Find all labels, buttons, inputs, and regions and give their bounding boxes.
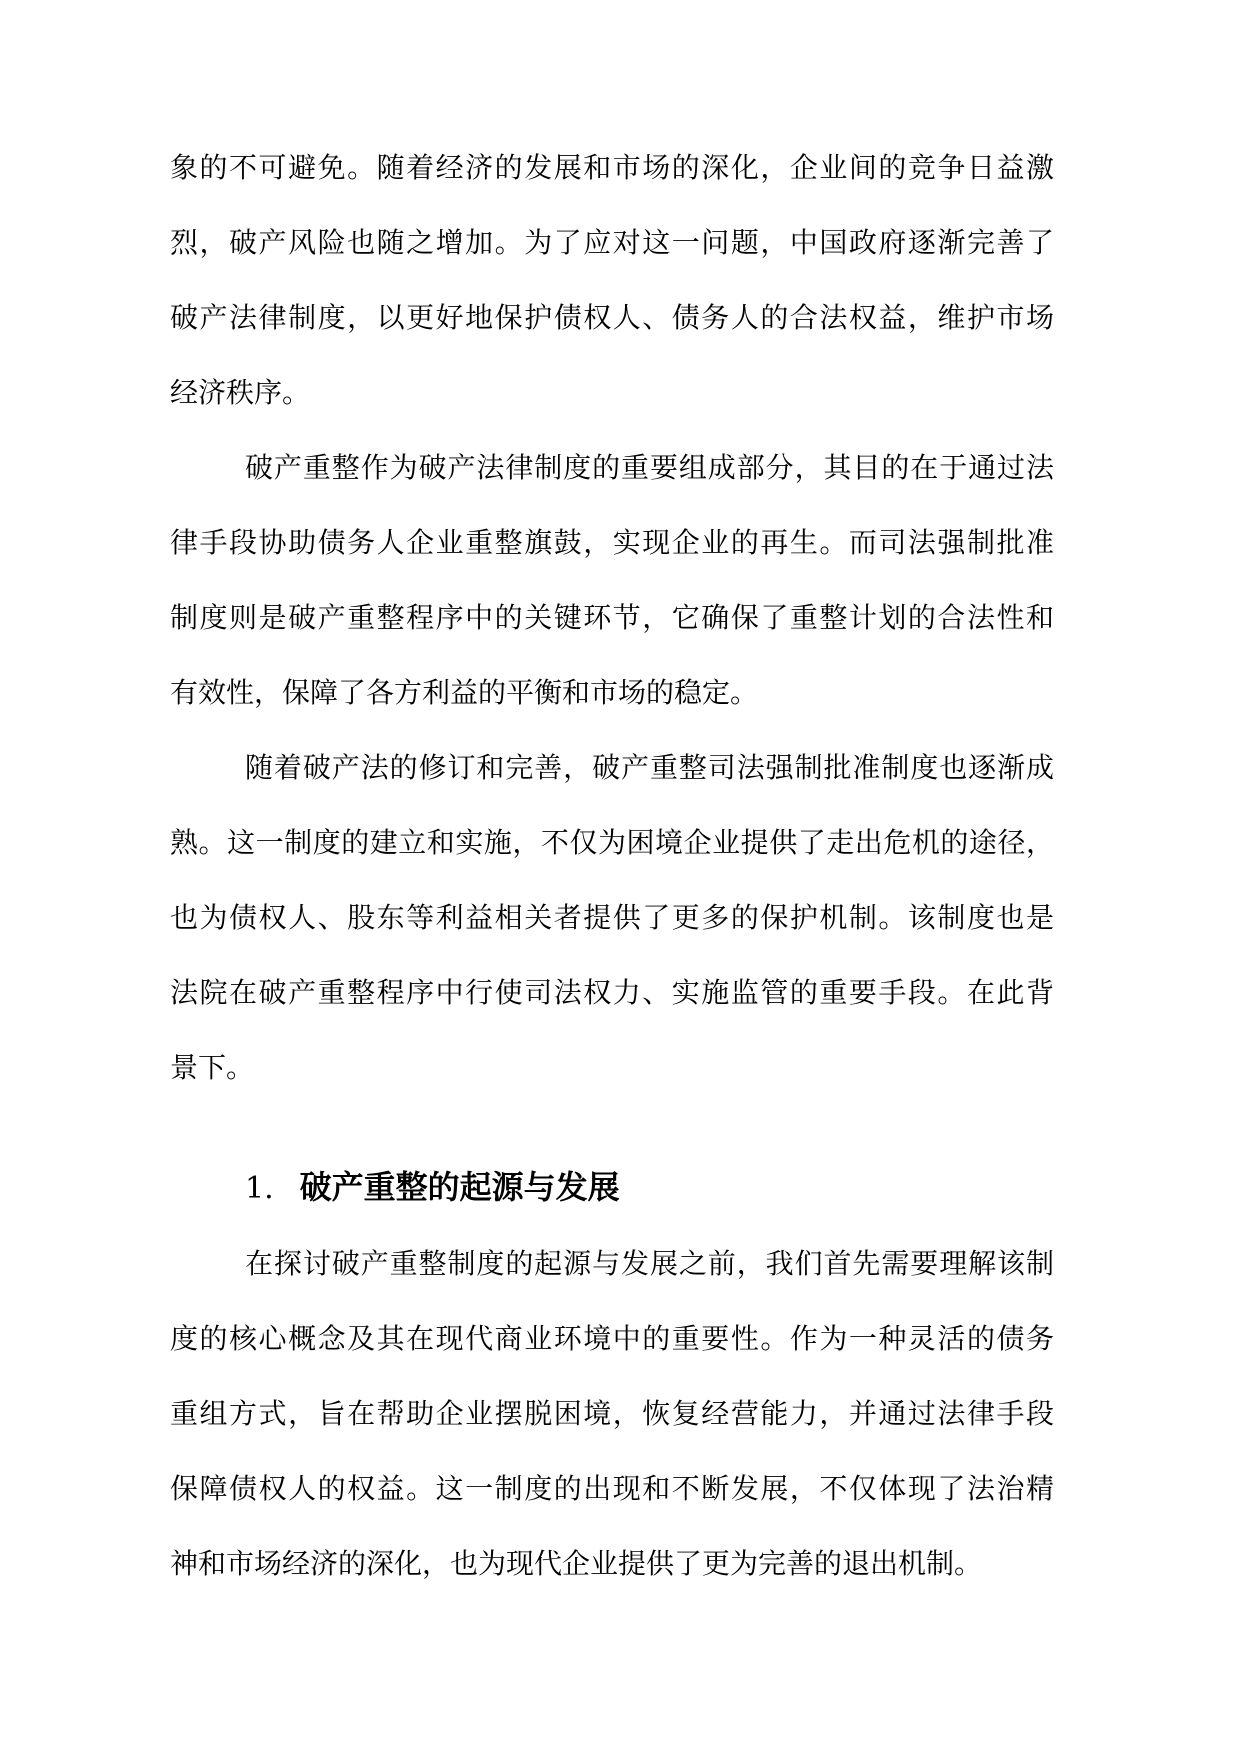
text-line: 制度则是破产重整程序中的关键环节，它确保了重整计划的合法性和 <box>170 601 1054 634</box>
paragraph <box>170 730 1054 1105</box>
text-line: 象的不可避免。随着经济的发展和市场的深化，企业间的竞争日益激 <box>170 151 1054 184</box>
text-line: 重组方式，旨在帮助企业摆脱困境，恢复经营能力，并通过法律手段 <box>170 1397 1054 1430</box>
text-line: 也为债权人、股东等利益相关者提供了更多的保护机制。该制度也是 <box>170 901 1054 934</box>
heading-title: 破产重整的起源与发展 <box>299 1168 620 1206</box>
text-line: 破产重整作为破产法律制度的重要组成部分，其目的在于通过法 <box>245 451 1054 484</box>
text-line: 烈，破产风险也随之增加。为了应对这一问题，中国政府逐渐完善了 <box>170 226 1054 259</box>
text-line: 景下。 <box>170 1051 255 1084</box>
paragraph <box>170 130 1054 430</box>
text-line: 熟。这一制度的建立和实施，不仅为困境企业提供了走出危机的途径， <box>170 826 1054 859</box>
text-line: 度的核心概念及其在现代商业环境中的重要性。作为一种灵活的债务 <box>170 1322 1054 1355</box>
text-line: 破产法律制度，以更好地保护债权人、债务人的合法权益，维护市场 <box>170 301 1054 334</box>
text-line: 保障债权人的权益。这一制度的出现和不断发展，不仅体现了法治精 <box>170 1472 1054 1505</box>
text-line: 有效性，保障了各方利益的平衡和市场的稳定。 <box>170 676 759 709</box>
heading-number: 1. <box>245 1171 274 1206</box>
document-body <box>170 130 1054 1601</box>
section-heading <box>170 1150 1054 1226</box>
text-line: 律手段协助债务人企业重整旗鼓，实现企业的再生。而司法强制批准 <box>170 526 1054 559</box>
text-line: 在探讨破产重整制度的起源与发展之前，我们首先需要理解该制 <box>245 1247 1054 1280</box>
text-line: 经济秩序。 <box>170 376 311 409</box>
text-line: 法院在破产重整程序中行使司法权力、实施监管的重要手段。在此背 <box>170 976 1054 1009</box>
paragraph <box>170 430 1054 730</box>
text-line: 随着破产法的修订和完善，破产重整司法强制批准制度也逐渐成 <box>245 751 1054 784</box>
paragraph <box>170 1226 1054 1601</box>
text-line: 神和市场经济的深化，也为现代企业提供了更为完善的退出机制。 <box>170 1547 983 1580</box>
